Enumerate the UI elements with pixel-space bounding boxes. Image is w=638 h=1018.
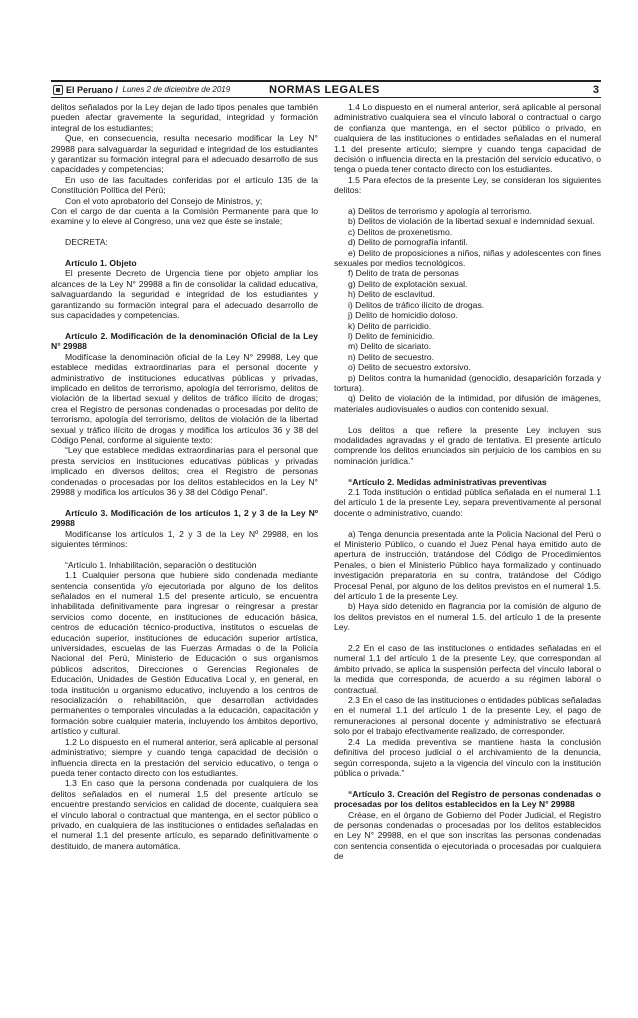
paragraph: q) Delito de violación de la intimidad, por difusión de imágenes, materiales audiovisuales o audios con contenido sexual. <box>334 393 601 414</box>
paragraph: DECRETA: <box>65 237 108 248</box>
paragraph: n) Delito de secuestro. <box>348 351 434 362</box>
paragraph: i) Delitos de tráfico ilícito de drogas. <box>348 299 485 310</box>
paragraph: g) Delito de explotación sexual. <box>348 278 468 289</box>
article-heading: “Artículo 2. Medidas administrativas preventivas <box>348 476 547 487</box>
paragraph: Con el voto aprobatorio del Consejo de Ministros, y; <box>65 195 263 206</box>
paragraph: delitos señalados por la Ley dejan de lado tipos penales que también pueden afectar gravemente la seguridad, integridad y formación integral de los estudiantes; <box>51 102 318 133</box>
paragraph: a) Delitos de terrorismo y apología al terrorismo. <box>348 206 532 217</box>
paragraph: m) Delito de sicariato. <box>348 341 432 352</box>
paragraph: 1.5 Para efectos de la presente Ley, se consideran los siguientes delitos: <box>334 174 601 196</box>
paragraph: a) Tenga denuncia presentada ante la Policía Nacional del Perú o el Ministerio Público, o cuando el Juez Penal haya emitido auto de apertura de instrucción, tratándose del Código de Procedimientos Penales, o bien el Ministerio Público haya formalizado y continuado investigación preparatoria en su contra, tratándose del Código Procesal Penal, por alguno de los delitos previstos en el numeral 1.5. del artículo 1 de la presente Ley. <box>334 528 601 602</box>
article-heading: Artículo 1. Objeto <box>65 258 137 269</box>
paragraph: f) Delito de trata de personas <box>348 268 459 279</box>
paragraph: En uso de las facultades conferidas por el artículo 135 de la Constitución Política del Perú; <box>51 174 318 196</box>
paragraph: Modifícanse los artículos 1, 2 y 3 de la Ley Nº 29988, en los siguientes términos: <box>51 528 318 549</box>
paragraph: Modifícase la denominación oficial de la Ley N° 29988, Ley que establece medidas extraordinarias para el personal docente y administrativo de instituciones educativas públicas y privadas, implicado en delitos de terrorismo, apología del terrorismo, delitos de violación de la libertad sexual y delitos de tráfico ilícito de drogas; crea el Registro de personas condenadas o procesadas por delito de terrorismo, apología del terrorismo, delitos de violación de la libertad sexual y tráfico ilícito de drogas y modifica los artículos 36 y 38 del Código Penal, conforme al siguiente texto: <box>51 351 318 445</box>
paragraph: Créase, en el órgano de Gobierno del Poder Judicial, el Registro de personas condenadas o procesadas por los delitos establecidos en Ley N° 29988, en el que son inscritas las personas condenadas con sentencia consentida o ejecutoriada o procesadas por cualquiera de <box>334 809 601 862</box>
article-heading: Artículo 2. Modificación de la denominación Oficial de la Ley N° 29988 <box>51 330 318 352</box>
paragraph: 1.3 En caso que la persona condenada por cualquiera de los delitos señalados en el numeral 1.5 del presente artículo se encuentre prestando servicios en calidad de docente, cualquiera sea el vínculo laboral o contractual que mantenga, en el sector público o privado, en cualquiera de las instituciones o entidades señaladas en el numeral 1.1 del presente artículo, es separado definitivamente o destituido, de manera automática. <box>51 778 318 851</box>
page-header <box>51 80 601 98</box>
paragraph: 2.1 Toda institución o entidad pública señalada en el numeral 1.1 del artículo 1 de la presente Ley, separa preventivamente al personal docente o administrativo, cuando: <box>334 486 601 518</box>
paragraph: 1.4 Lo dispuesto en el numeral anterior, será aplicable al personal administrativo cualquiera sea el vínculo laboral o contractual o cargo de confianza que mantenga, en el sector público o privado, en cualquiera de las instituciones o entidades señaladas en el numeral 1.1 del presente artículo; siempre y cuando tenga capacidad de decisión o influencia directa en la prestación del servicio educativo, o tenga o pueda tener contacto directo con los estudiantes. <box>334 102 601 175</box>
paragraph: e) Delito de proposiciones a niños, niñas y adolescentes con fines sexuales por medios tecnológicos. <box>334 247 601 269</box>
paragraph: “Ley que establece medidas extraordinarias para el personal que presta servicios en instituciones educativas públicas y privadas implicado en diversos delitos; crea el Registro de personas condenadas o procesadas por los delitos establecidos en la Ley N° 29988 y modifica los artículos 36 y 38 del Código Penal”. <box>51 445 318 497</box>
newspaper-brand: El Peruano <box>66 84 114 95</box>
header-separator: / <box>113 84 121 95</box>
paragraph: b) Haya sido detenido en flagrancia por la comisión de alguno de los delitos previstos en el numeral 1.5. del artículo 1 de la presente Ley. <box>334 601 601 633</box>
header-brand-group <box>53 85 230 95</box>
article-heading: “Artículo 3. Creación del Registro de personas condenadas o procesadas por los delitos establecidos en la Ley N° 29988 <box>334 788 601 810</box>
right-column <box>334 102 601 1017</box>
paragraph: k) Delito de parricidio. <box>348 320 432 331</box>
text-columns <box>51 102 601 1017</box>
paragraph: Los delitos a que refiere la presente Ley incluyen sus modalidades agravadas y el grado de tentativa. El presente artículo comprende los delitos enunciados sin perjuicio de los cambios en su nominación jurídica.” <box>334 424 601 466</box>
paragraph: El presente Decreto de Urgencia tiene por objeto ampliar los alcances de la Ley N° 29988 a fin de consolidar la calidad educativa, salvaguardando la seguridad e integridad de los estudiantes y garantizando su formación integral para el adecuado desarrollo de sus capacidades y competencias. <box>51 268 318 321</box>
paragraph: 1.1 Cualquier persona que hubiere sido condenada mediante sentencia consentida y/o ejecutoriada por alguno de los delitos señalados en el numeral 1.5 del presente artículo, se encuentra inhabilitada definitivamente para ingresar o reingresar a prestar servicios como docente, en instituciones de educación básica, centros de educación técnico-productiva, institutos o escuelas de educación superior, instituciones de educación superior artística, universidades, escuelas de las Fuerzas Armadas o de la Policía Nacional del Perú, Ministerio de Educación o sus organismos públicos adscritos, Direcciones o Gerencias Regionales de Educación, Unidades de Gestión Educativa Local y, en general, en toda institución u organismo educativo, incluyendo a los centros de resocialización o rehabilitación, que desarrollan actividades permanentes o temporales vinculadas a la educación, capacitación y formación sobre cualquier materia, incluyendo los ámbitos deportivo, artístico y cultural. <box>51 570 318 737</box>
paragraph: 2.4 La medida preventiva se mantiene hasta la conclusión definitiva del proceso judicial o el archivamiento de la denuncia, según corresponda, sujeto a la vigencia del vínculo con la institución pública o privada.” <box>334 736 601 778</box>
paragraph: 2.2 En el caso de las instituciones o entidades señaladas en el numeral 1.1 del artículo 1 de la presente Ley, que correspondan al ámbito privado, se aplica la suspensión perfecta del vínculo laboral o la medida que corresponda, de acuerdo a su régimen laboral o contractual. <box>334 643 601 695</box>
paragraph: j) Delito de homicidio doloso. <box>348 310 458 321</box>
paragraph: Con el cargo de dar cuenta a la Comisión Permanente para que lo examine y lo eleve al Congreso, una vez que éste se instale; <box>51 206 318 227</box>
section-title: NORMAS LEGALES <box>269 83 380 96</box>
paragraph: 2.3 En el caso de las instituciones o entidades públicas señaladas en el numeral 1.1 del artículo 1 de la presente Ley, el pago de remuneraciones al personal docente y administrativo se efectuará solo por el trabajo efectivamente realizado, de corresponder. <box>334 695 601 737</box>
newspaper-logo-icon <box>53 85 63 95</box>
paragraph: o) Delito de secuestro extorsivo. <box>348 362 471 373</box>
paragraph: Que, en consecuencia, resulta necesario modificar la Ley N° 29988 para salvaguardar la seguridad e integridad de los estudiantes y garantizar su formación integral para el adecuado desarrollo de sus capacidades y competencias; <box>51 133 318 175</box>
paragraph: p) Delitos contra la humanidad (genocidio, desaparición forzada y tortura). <box>334 372 601 393</box>
paragraph: l) Delito de feminicidio. <box>348 330 435 341</box>
paragraph: 1.2 Lo dispuesto en el numeral anterior, será aplicable al personal administrativo; siempre y cuando tenga capacidad de decisión o influencia directa en la prestación del servicio educativo, o tenga o pueda tener contacto directo con los estudiantes. <box>51 736 318 778</box>
paragraph: d) Delito de pornografía infantil. <box>348 237 468 248</box>
page-number: 3 <box>592 83 599 96</box>
paragraph: “Artículo 1. Inhabilitación, separación o destitución <box>65 559 257 570</box>
paragraph: b) Delitos de violación de la libertad sexual e indemnidad sexual. <box>348 216 595 227</box>
left-column <box>51 102 318 1017</box>
paragraph: h) Delito de esclavitud. <box>348 289 435 300</box>
publication-date: Lunes 2 de diciembre de 2019 <box>122 85 231 94</box>
article-heading: Artículo 3. Modificación de los artículos 1, 2 y 3 de la Ley Nº 29988 <box>51 507 318 529</box>
paragraph: c) Delitos de proxenetismo. <box>348 226 453 237</box>
